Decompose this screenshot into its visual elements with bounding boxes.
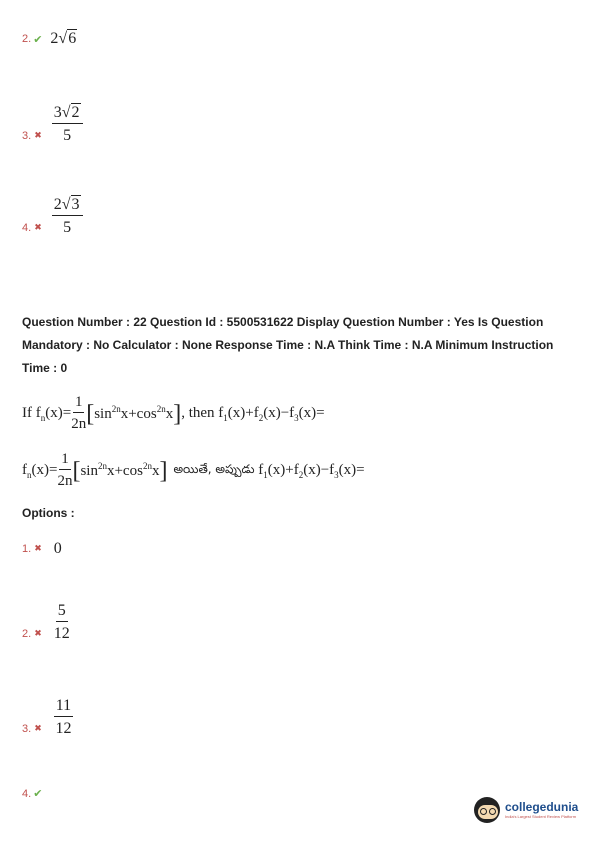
question-telugu-suffix: అయితే, అప్పుడు <box>173 462 255 476</box>
option-1[interactable] <box>22 540 62 558</box>
question-info-line: Question Number : 22 Question Id : 5500531622 Display Question Number : Yes Is Question <box>22 315 544 329</box>
question-info-line: Mandatory : No Calculator : None Response Time : N.A Think Time : N.A Minimum Instruction <box>22 338 554 352</box>
option-fraction: $\frac{11}{12}$ <box>55 697 72 737</box>
option-4[interactable] <box>22 787 54 800</box>
cross-icon: ✖ <box>34 223 42 233</box>
option-value: 0 <box>53 540 62 557</box>
check-icon: ✔ <box>33 32 43 46</box>
question-info-line: Time : 0 <box>22 361 68 375</box>
logo-tagline: India's Largest Student Review Platform <box>505 813 577 819</box>
check-icon: ✔ <box>33 787 43 800</box>
option-number: 4. <box>22 222 32 234</box>
question-telugu: $f_n(x)=$ $\frac{1}{2n}$ [ $\sin^{2n}x+\cos^{2n}x$ ] అయితే, అప్పుడు $f_1(x)+f_2(x)-f_3(x)=$ <box>22 451 365 489</box>
options-label: Options : <box>22 506 75 520</box>
question-info <box>22 311 582 380</box>
prev-option-4 <box>22 197 83 236</box>
option-value: 2√6 <box>50 30 77 47</box>
cross-icon: ✖ <box>34 629 42 639</box>
option-fraction: $\frac{3√2}{5}$ <box>52 105 83 144</box>
question-english: If $f_n(x)=$ $\frac{1}{2n}$ [ $\sin^{2n}x+\cos^{2n}x$ ] , then $f_1(x)+f_2(x)-f_3(x)=$ <box>22 394 325 432</box>
prev-option-2 <box>22 30 77 48</box>
collegedunia-logo <box>472 795 578 825</box>
option-fraction: $\frac{5}{12}$ <box>53 602 70 642</box>
mascot-icon <box>472 795 502 825</box>
logo-text: collegedunia <box>505 799 579 814</box>
cross-icon: ✖ <box>34 544 42 554</box>
option-number: 3. <box>22 130 32 142</box>
option-number: 4. <box>22 787 32 800</box>
option-2[interactable] <box>22 603 70 642</box>
question-suffix: , then <box>181 405 215 421</box>
option-number: 2. <box>22 33 32 45</box>
question-fraction: $\frac{1}{2n}$ <box>71 394 87 432</box>
option-fraction: $\frac{2√3}{5}$ <box>52 197 83 236</box>
prev-option-3 <box>22 105 83 144</box>
question-fraction: $\frac{1}{2n}$ <box>57 451 73 489</box>
option-number: 3. <box>22 723 32 735</box>
question-prefix: If <box>22 405 32 421</box>
cross-icon: ✖ <box>34 131 42 141</box>
option-number: 2. <box>22 628 32 640</box>
option-number: 1. <box>22 543 32 555</box>
cross-icon: ✖ <box>34 724 42 734</box>
option-3[interactable] <box>22 698 73 737</box>
